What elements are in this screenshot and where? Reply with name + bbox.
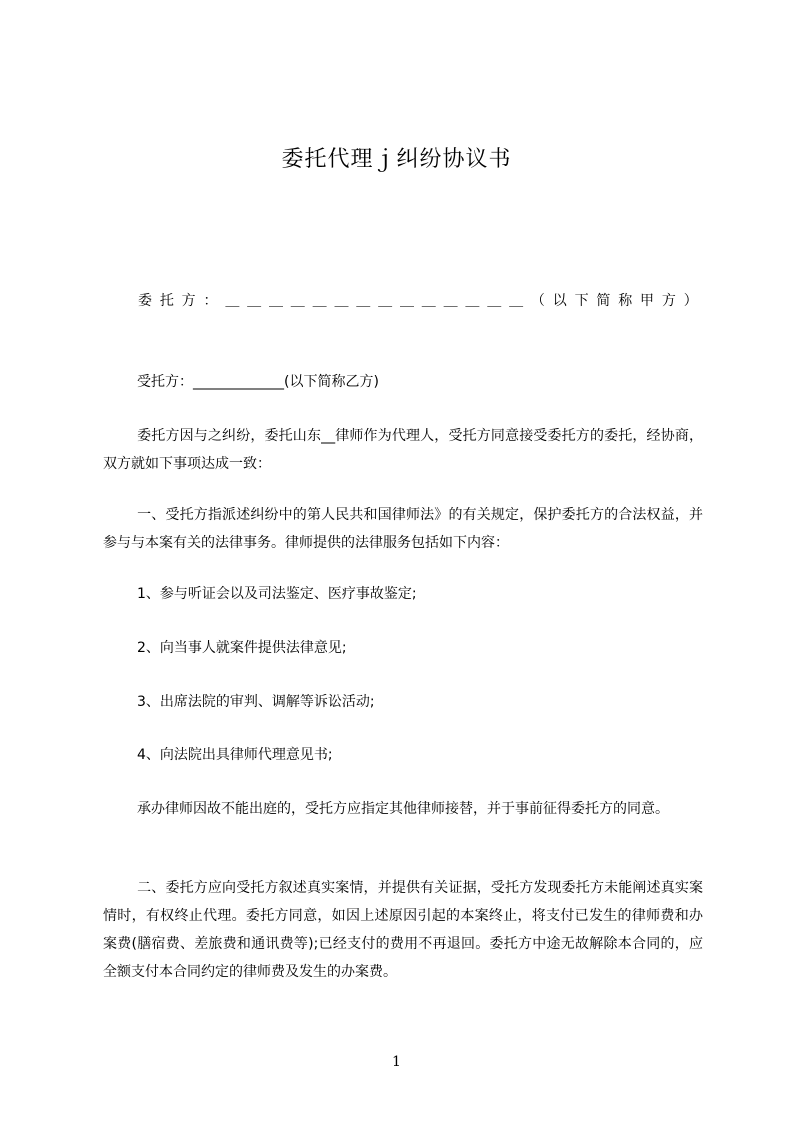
party-a-char: ＿ xyxy=(421,293,436,309)
party-a-char: ＿ xyxy=(268,293,283,309)
party-a-char: 甲 xyxy=(640,293,655,309)
list-item: 3、出席法院的审判、调解等诉讼活动; xyxy=(137,694,375,710)
party-a-char: 委 xyxy=(138,293,152,309)
party-a-char: 托 xyxy=(159,293,174,309)
party-a-line xyxy=(138,287,698,315)
list-item: 2、向当事人就案件提供法律意见; xyxy=(137,640,347,656)
clause-1-text: 一、受托方指派述纠纷中的第人民共和国律师法》的有关规定，保护委托方的合法权益，并参与与本案有关的法律事务。律师提供的法律服务包括如下内容： xyxy=(103,507,703,551)
party-a-char: ＿ xyxy=(247,293,262,309)
party-a-char: 方 xyxy=(181,293,196,309)
party-a-char: ＿ xyxy=(334,293,349,309)
party-a-char: ＿ xyxy=(312,293,327,309)
party-a-char: ＿ xyxy=(356,293,371,309)
party-a-char: 下 xyxy=(574,293,589,309)
party-a-char: ＿ xyxy=(465,293,480,309)
document-title: 委托代理ｊ纠纷协议书 xyxy=(281,147,512,172)
clause-1-paragraph xyxy=(103,501,703,557)
party-a-char: 方 xyxy=(661,293,676,309)
party-a-char: 称 xyxy=(618,293,633,309)
substitute-paragraph xyxy=(103,795,703,823)
clause-2-paragraph xyxy=(103,874,703,986)
party-a-char: ＿ xyxy=(225,293,240,309)
list-item: 4、向法院出具律师代理意见书; xyxy=(137,747,333,763)
party-a-char: ） xyxy=(683,293,698,309)
party-b-line: 受托方：_____________(以下简称乙方) xyxy=(137,374,379,390)
party-a-char: ＿ xyxy=(290,293,305,309)
intro-text: 委托方因与之纠纷，委托山东__律师作为代理人，受托方同意接受委托方的委托，经协商，双方就如下事项达成一致： xyxy=(103,428,703,472)
party-a-char: ＿ xyxy=(487,293,502,309)
party-a-char: ＿ xyxy=(378,293,393,309)
party-a-char: ： xyxy=(203,293,218,309)
list-item: 1、参与听证会以及司法鉴定、医疗事故鉴定; xyxy=(137,586,417,602)
substitute-text: 承办律师因故不能出庭的，受托方应指定其他律师接替，并于事前征得委托方的同意。 xyxy=(137,801,669,817)
party-a-char: （ xyxy=(530,293,545,309)
party-a-char: 以 xyxy=(552,293,567,309)
party-a-char: ＿ xyxy=(509,293,524,309)
party-a-char: 简 xyxy=(596,293,611,309)
party-a-char: ＿ xyxy=(399,293,414,309)
clause-2-text: 二、委托方应向受托方叙述真实案情，并提供有关证据，受托方发现委托方未能阐述真实案情时，有权终止代理。委托方同意，如因上述原因引起的本案终止，将支付已发生的律师费和办案费(膳宿费、差旅费和通讯费等);已经支付的费用不再退回。委托方中途无故解除本合同的，应全额支付本合同约定的律师费及发生的办案费。 xyxy=(103,880,703,980)
party-a-char: ＿ xyxy=(443,293,458,309)
page-number: 1 xyxy=(392,1054,401,1070)
intro-paragraph xyxy=(103,422,703,478)
